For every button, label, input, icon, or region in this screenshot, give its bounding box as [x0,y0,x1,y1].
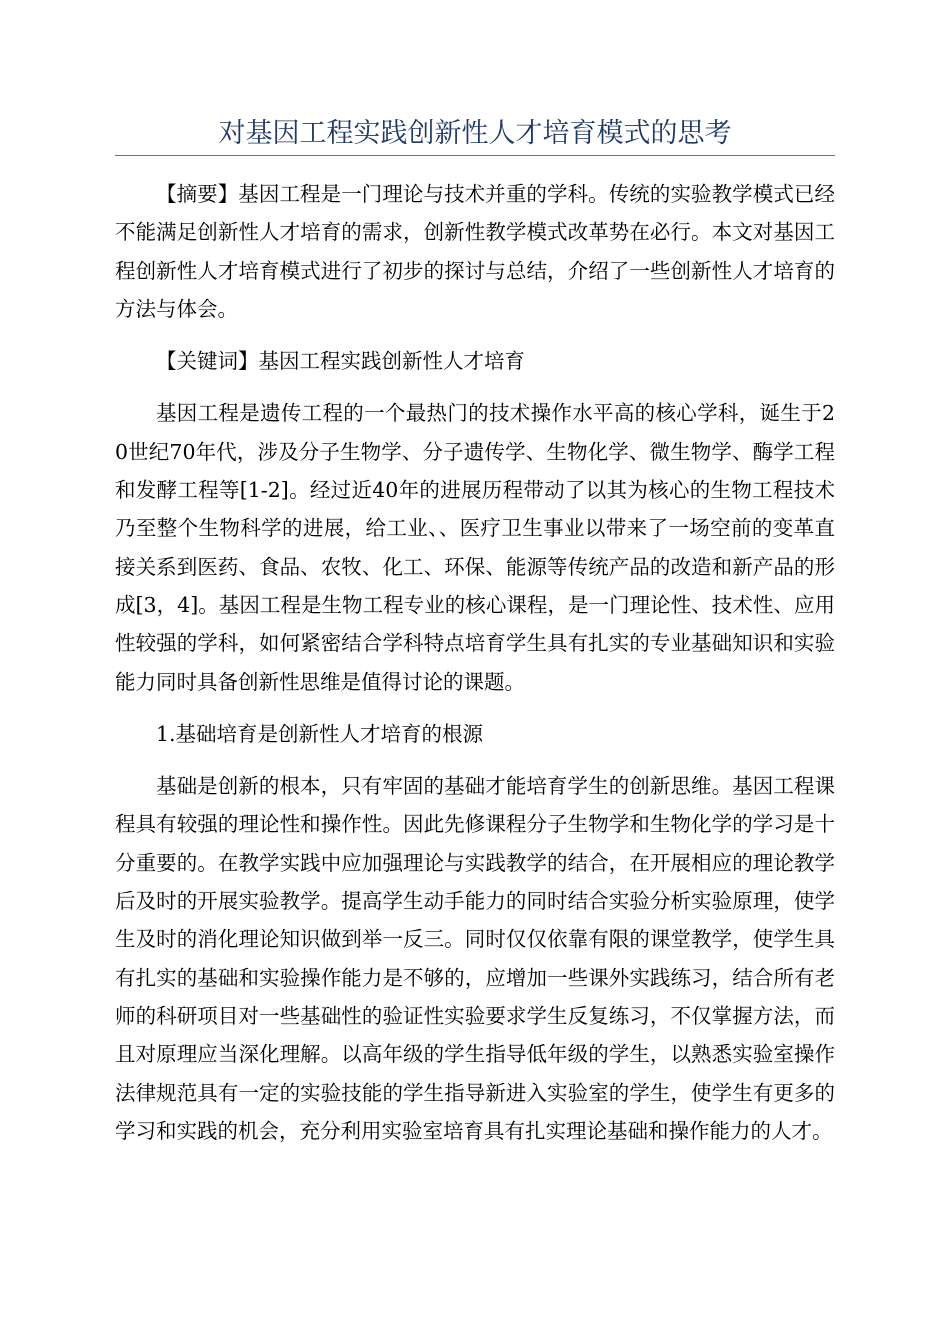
keywords-paragraph: 【关键词】基因工程实践创新性人才培育 [156,349,525,374]
title-underline [115,155,835,156]
document-title: 对基因工程实践创新性人才培育模式的思考 [218,118,732,149]
document-body [115,175,835,1150]
intro-paragraph: 基因工程是遗传工程的一个最热门的技术操作水平高的核心学科，诞生于20世纪70年代，涉及分子生物学、分子遗传学、生物化学、微生物学、酶学工程和发酵工程等[1-2]。经过近40年的进展历程带动了以其为核心的生物工程技术乃至整个生物科学的进展，给工业、、医疗卫生事业以带来了一场空前的变革直接关系到医药、食品、农牧、化工、环保、能源等传统产品的改造和新产品的形成[3，4]。基因工程是生物工程专业的核心课程，是一门理论性、技术性、应用性较强的学科，如何紧密结合学科特点培育学生具有扎实的专业基础知识和实验能力同时具备创新性思维是值得讨论的课题。 [115,401,835,694]
section-heading: 1.基础培育是创新性人才培育的根源 [156,721,484,746]
section-paragraph: 基础是创新的根本，只有牢固的基础才能培育学生的创新思维。基因工程课程具有较强的理论性和操作性。因此先修课程分子生物学和生物化学的学习是十分重要的。在教学实践中应加强理论与实践教学的结合，在开展相应的理论教学后及时的开展实验教学。提高学生动手能力的同时结合实验分析实验原理，使学生及时的消化理论知识做到举一反三。同时仅仅依靠有限的课堂教学，使学生具有扎实的基础和实验操作能力是不够的，应增加一些课外实践练习，结合所有老师的科研项目对一些基础性的验证性实验要求学生反复练习，不仅掌握方法，而且对原理应当深化理解。以高年级的学生指导低年级的学生，以熟悉实验室操作法律规范具有一定的实验技能的学生指导新进入实验室的学生，使学生有更多的学习和实践的机会，充分利用实验室培育具有扎实理论基础和操作能力的人才。 [115,774,835,1143]
abstract-paragraph: 【摘要】基因工程是一门理论与技术并重的学科。传统的实验教学模式已经不能满足创新性人才培育的需求，创新性教学模式改革势在必行。本文对基因工程创新性人才培育模式进行了初步的探讨与总结，介绍了一些创新性人才培育的方法与体会。 [115,182,835,321]
